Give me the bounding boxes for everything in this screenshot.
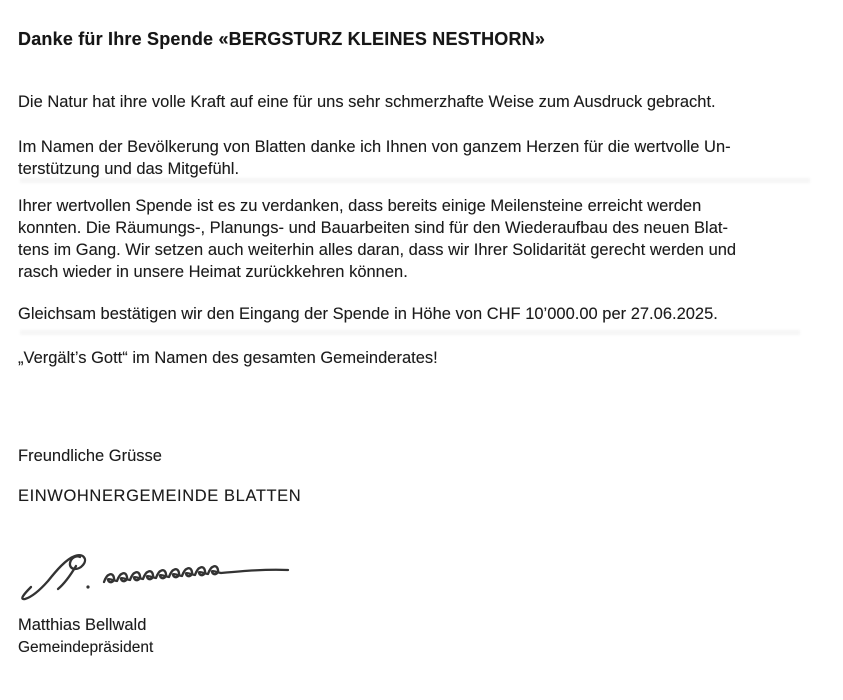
paragraph-vergaelts-gott (18, 347, 438, 369)
closing-organization: EINWOHNERGEMEINDE BLATTEN (18, 487, 302, 505)
handwritten-signature-image (18, 548, 298, 608)
paragraph-milestones (18, 195, 736, 283)
scan-artifact (20, 330, 800, 335)
paragraph-line: terstützung und das Mitgefühl. (18, 160, 240, 178)
paragraph-line: rasch wieder in unsere Heimat zurückkehren können. (18, 263, 408, 281)
paragraph-thanks (18, 136, 731, 180)
paragraph-line: Gleichsam bestätigen wir den Eingang der Spende in Höhe von CHF 10’000.00 per 27.06.2025. (18, 305, 718, 323)
paragraph-line: Im Namen der Bevölkerung von Blatten danke ich Ihnen von ganzem Herzen für die wertvolle Un- (18, 138, 731, 156)
paragraph-donation-confirmation (18, 303, 718, 325)
paragraph-line: tens im Gang. Wir setzen auch weiterhin alles daran, dass wir Ihrer Solidarität gerecht werden und (18, 241, 737, 259)
paragraph-line: konnten. Die Räumungs-, Planungs- und Bauarbeiten sind für den Wiederaufbau des neuen Blat- (18, 219, 728, 237)
paragraph-line: Ihrer wertvollen Spende ist es zu verdanken, dass bereits einige Meilensteine erreicht werden (18, 197, 702, 215)
signer-role: Gemeindepräsident (18, 639, 154, 656)
signer-name: Matthias Bellwald (18, 616, 147, 634)
closing-salutation: Freundliche Grüsse (18, 447, 162, 465)
letter-title: Danke für Ihre Spende «BERGSTURZ KLEINES NESTHORN» (18, 29, 546, 49)
paragraph-line: „Vergält’s Gott“ im Namen des gesamten Gemeinderates! (18, 349, 438, 367)
paragraph-nature (18, 91, 716, 113)
paragraph-line: Die Natur hat ihre volle Kraft auf eine für uns sehr schmerzhafte Weise zum Ausdruck gebracht. (18, 93, 716, 111)
